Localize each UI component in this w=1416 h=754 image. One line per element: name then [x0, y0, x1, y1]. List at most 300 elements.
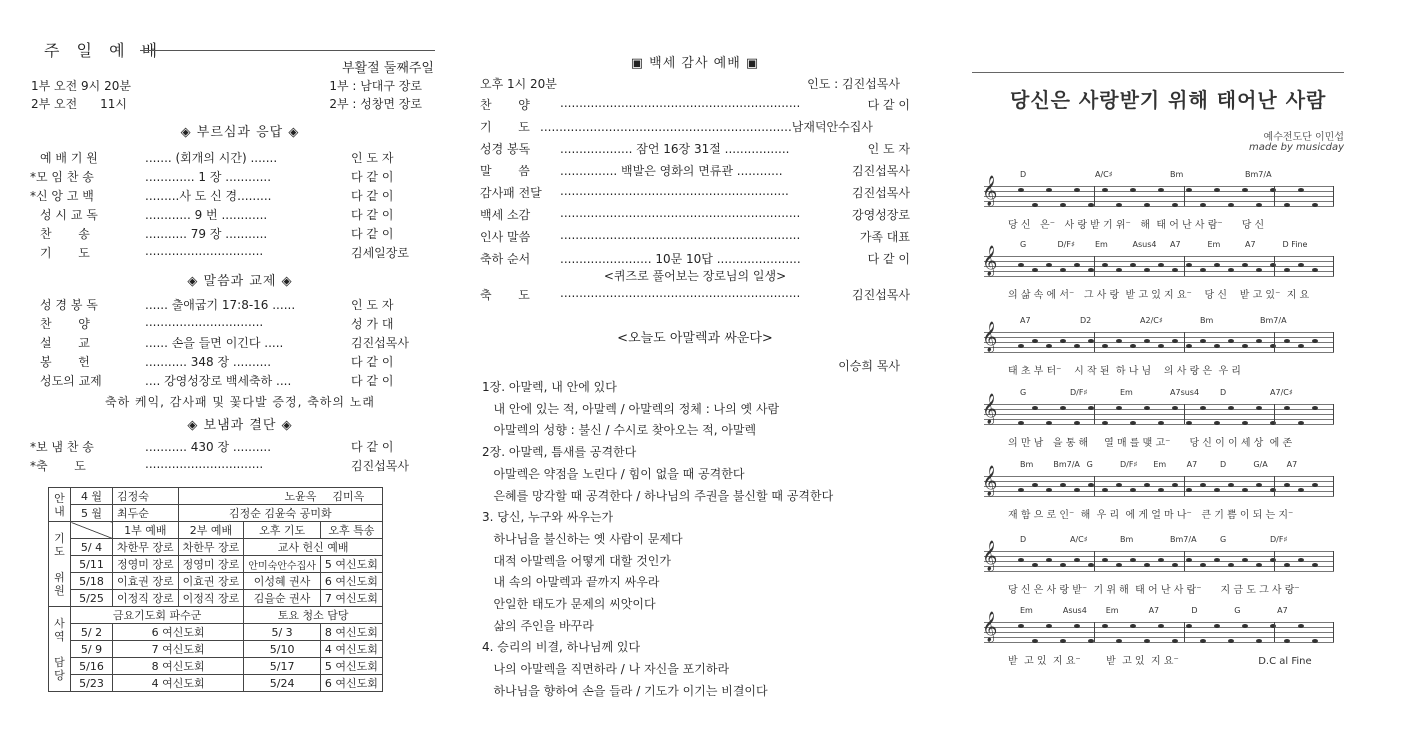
note-icon [1074, 558, 1080, 562]
barline [1094, 622, 1095, 642]
chord-label: Bm7/A [1053, 460, 1080, 469]
note-icon [1046, 344, 1052, 348]
note-icon [1256, 268, 1262, 272]
table-cell: 5/ 9 [71, 641, 113, 658]
note-icon [1270, 558, 1276, 562]
chord-label: A7 [1170, 240, 1181, 249]
note-icon [1242, 558, 1248, 562]
duty-charge-label [49, 607, 71, 692]
order-detail: ............ 9 번 ............ [145, 208, 268, 222]
treble-clef-icon: 𝄞 [982, 246, 998, 276]
service-leader-2: 2부 : 성창면 장로 [329, 97, 422, 111]
note-icon [1214, 558, 1220, 562]
order-leader: 다 같 이 [351, 440, 394, 454]
chord-label: G [1086, 460, 1093, 469]
chord-label: D/F♯ [1057, 240, 1075, 249]
order-leader: 다 같 이 [351, 170, 394, 184]
program-item: 말 씀 [480, 164, 530, 178]
chord-label: A7/C♯ [1270, 388, 1293, 397]
table-cell: 5/10 [244, 641, 321, 658]
order-detail: ............................... [145, 244, 264, 258]
chord-label: Asus4 [1062, 606, 1087, 615]
chord-label: A7sus4 [1170, 388, 1200, 397]
barline [1333, 186, 1334, 206]
note-icon [1116, 203, 1122, 207]
order-leader: 김진섭목사 [351, 459, 409, 473]
staff-line [984, 637, 1334, 638]
order-detail: ........... 348 장 .......... [145, 355, 272, 369]
chord-label: Asus4 [1132, 240, 1157, 249]
note-icon [1172, 203, 1178, 207]
table-cell: 이정직 장로 [178, 590, 244, 607]
sermon-line: 2장. 아말렉, 틈새를 공격한다 [482, 445, 637, 460]
note-icon [1312, 483, 1318, 487]
program-row [480, 228, 910, 246]
treble-clef-icon: 𝄞 [982, 612, 998, 642]
staff-line [984, 201, 1334, 202]
staff-line [984, 571, 1334, 572]
order-leader: 김진섭목사 [351, 336, 409, 350]
note-icon [1032, 406, 1038, 410]
table-row [49, 641, 383, 658]
note-icon [1256, 339, 1262, 343]
note-icon [1158, 624, 1164, 628]
barline [1184, 622, 1185, 642]
note-icon [1144, 639, 1150, 643]
chord-label: G [1220, 535, 1227, 544]
table-cell: 5 여신도회 [320, 556, 382, 573]
note-icon [1186, 558, 1192, 562]
program-detail: ............................................................... [560, 206, 801, 220]
program-detail: ..................................................................남재덕안수집사 [540, 120, 873, 134]
barline [1094, 551, 1095, 571]
sermon-line: 1장. 아말렉, 내 안에 있다 [482, 380, 617, 394]
sermon-line: 대적 아말렉을 어떻게 대할 것인가 [482, 553, 671, 568]
order-leader: 인 도 자 [351, 298, 394, 312]
note-icon [1046, 188, 1052, 192]
order-leader: 다 같 이 [351, 355, 394, 369]
chord-label: D/F♯ [1120, 460, 1138, 469]
note-icon [1144, 483, 1150, 487]
note-icon [1130, 188, 1136, 192]
note-icon [1102, 344, 1108, 348]
note-icon [1032, 268, 1038, 272]
table-cell: 정영미 장로 [113, 556, 179, 573]
table-cell: 5/11 [71, 556, 113, 573]
top-rule [972, 72, 1344, 73]
note-icon [1144, 339, 1150, 343]
note-icon [1298, 263, 1304, 267]
treble-clef-icon: 𝄞 [982, 466, 998, 496]
note-icon [1130, 624, 1136, 628]
order-item: 예 배 기 원 [40, 151, 98, 165]
sermon-line: 삶의 주인을 바꾸라 [482, 618, 594, 633]
staff-line [984, 632, 1334, 633]
table-row [49, 539, 383, 556]
note-icon [1018, 188, 1024, 192]
chord-label: Em [1020, 606, 1033, 615]
chord-label: G/A [1253, 460, 1268, 469]
order-item: 설 교 [40, 336, 90, 350]
table-cell: 정영미 장로 [178, 556, 244, 573]
note-icon [1032, 203, 1038, 207]
staff-line [984, 337, 1334, 338]
staff-line [984, 352, 1334, 353]
program-item: 백세 소감 [480, 208, 531, 222]
table-cell: 4 월 [71, 488, 113, 505]
note-icon [1256, 406, 1262, 410]
note-icon [1186, 344, 1192, 348]
program-leader: 김진섭목사 [852, 288, 910, 302]
table-row [49, 607, 383, 624]
program-detail: ................... 잠언 16장 31절 ................. [560, 142, 790, 156]
note-icon [1256, 563, 1262, 567]
order-item: 성도의 교제 [40, 374, 102, 388]
chord-label: G [1020, 388, 1027, 397]
chord-label: Bm7/A [1170, 535, 1197, 544]
note-icon [1144, 268, 1150, 272]
note-icon [1270, 488, 1276, 492]
order-row [40, 225, 430, 243]
note-icon [1186, 421, 1192, 425]
chord-label: D [1020, 170, 1027, 179]
note-icon [1200, 563, 1206, 567]
note-icon [1158, 421, 1164, 425]
barline [1094, 186, 1095, 206]
guide-label: 안내 [49, 488, 71, 522]
order-detail: ............................... [145, 457, 264, 471]
note-icon [1116, 639, 1122, 643]
program-leader: 다 같 이 [867, 98, 910, 112]
note-icon [1186, 188, 1192, 192]
table-row [49, 658, 383, 675]
note-icon [1116, 563, 1122, 567]
program-row [480, 206, 910, 224]
note-icon [1284, 563, 1290, 567]
section-heading-calling: ◈ 부르심과 응답 ◈ [180, 125, 300, 140]
staff-line [984, 496, 1334, 497]
barline [1274, 551, 1275, 571]
barline [1184, 256, 1185, 276]
table-cell: 5/ 4 [71, 539, 113, 556]
note-icon [1214, 421, 1220, 425]
table-row [49, 522, 383, 539]
treble-clef-icon: 𝄞 [982, 541, 998, 571]
table-cell: 안미숙안수집사 [244, 556, 321, 573]
note-icon [1242, 263, 1248, 267]
order-item: *모 임 찬 송 [30, 170, 94, 184]
note-icon [1116, 483, 1122, 487]
chord-label: Bm [1170, 170, 1184, 179]
note-icon [1200, 639, 1206, 643]
note-icon [1312, 339, 1318, 343]
note-icon [1060, 563, 1066, 567]
program-row [480, 140, 910, 158]
note-icon [1172, 268, 1178, 272]
table-cell: 김미옥 [320, 488, 382, 505]
order-row [40, 372, 430, 390]
table-cell: 김을순 권사 [244, 590, 321, 607]
note-icon [1270, 263, 1276, 267]
note-icon [1312, 203, 1318, 207]
table-cell: 5/17 [244, 658, 321, 675]
lyric-line: 받 고 있 지 요⁻ 받 고 있 지 요⁻ D.C al Fine [1008, 656, 1312, 667]
note-icon [1032, 483, 1038, 487]
table-cell: 노윤옥 [178, 488, 320, 505]
barline [1274, 476, 1275, 496]
note-icon [1158, 188, 1164, 192]
chord-label: Em [1153, 460, 1167, 469]
note-icon [1158, 488, 1164, 492]
note-icon [1242, 421, 1248, 425]
note-icon [1270, 188, 1276, 192]
note-icon [1270, 421, 1276, 425]
program-item: 찬 양 [480, 98, 530, 112]
chord-label: A2/C♯ [1140, 316, 1163, 325]
order-item: 성 시 교 독 [40, 208, 98, 222]
table-row [49, 488, 383, 505]
table-row [49, 590, 383, 607]
note-icon [1228, 563, 1234, 567]
lyric-line: 당 신 은 사 랑 받⁻ 기 위 해 태 어 난 사 람⁻ 지 금 도 그 사 랑⁻ [1008, 585, 1300, 596]
order-detail: .........사 도 신 경......... [145, 189, 272, 203]
note-icon [1144, 203, 1150, 207]
song-arranger: made by musicday [1249, 142, 1344, 153]
staff-line [984, 481, 1334, 482]
note-icon [1298, 421, 1304, 425]
note-icon [1018, 558, 1024, 562]
barline [1274, 404, 1275, 424]
staff-line [984, 556, 1334, 557]
note-icon [1172, 406, 1178, 410]
sermon-line: 3. 당신, 누구와 싸우는가 [482, 510, 614, 525]
sermon-title: <오늘도 아말렉과 싸운다> [617, 331, 773, 346]
order-leader: 인 도 자 [351, 151, 394, 165]
order-leader: 다 같 이 [351, 189, 394, 203]
chord-label: A7 [1186, 460, 1198, 469]
staff-line [984, 404, 1334, 405]
table-cell: 6 여신도회 [320, 675, 382, 692]
table-header: 오후 특송 [320, 522, 382, 539]
table-header: 금요기도회 파수군 [71, 607, 244, 624]
table-cell: 김정순 김윤숙 공미화 [178, 505, 382, 522]
note-icon [1144, 563, 1150, 567]
note-icon [1060, 639, 1066, 643]
note-icon [1256, 639, 1262, 643]
prayer-committee-label [49, 522, 71, 607]
note-icon [1228, 203, 1234, 207]
order-leader: 다 같 이 [351, 208, 394, 222]
diagonal-cell [71, 522, 113, 539]
centennial-time: 오후 1시 20분 [480, 77, 557, 91]
table-header: 오후 기도 [244, 522, 321, 539]
chord-label: A7 [1148, 606, 1160, 615]
table-cell: 4 여신도회 [113, 675, 244, 692]
order-row [40, 206, 430, 224]
worship-order-column [0, 0, 450, 754]
note-icon [1060, 483, 1066, 487]
note-icon [1158, 558, 1164, 562]
note-icon [1214, 624, 1220, 628]
lyric-line: 태 초 부 터⁻ 시 작 된 하 나 님 의 사 랑 은 우 리 [1008, 366, 1241, 377]
music-staff [982, 612, 1334, 648]
centennial-service-column [470, 0, 930, 754]
sermon-line: 4. 승리의 비결, 하나님께 있다 [482, 640, 641, 655]
table-cell: 8 여신도회 [113, 658, 244, 675]
note-icon [1018, 421, 1024, 425]
table-cell: 5/16 [71, 658, 113, 675]
note-icon [1158, 344, 1164, 348]
table-row [49, 573, 383, 590]
program-leader: 가족 대표 [859, 230, 910, 244]
barline [1094, 256, 1095, 276]
note-icon [1228, 639, 1234, 643]
order-detail: ............................... [145, 315, 264, 329]
chord-label: G [1020, 240, 1027, 249]
table-cell: 7 여신도회 [320, 590, 382, 607]
note-icon [1032, 563, 1038, 567]
program-leader: 인 도 자 [867, 142, 910, 156]
order-row [30, 168, 430, 186]
table-cell: 김정숙 [113, 488, 179, 505]
staff-line [984, 414, 1334, 415]
chord-label: A7 [1286, 460, 1298, 469]
order-detail: ........... 430 장 .......... [145, 440, 272, 454]
barline [1274, 622, 1275, 642]
note-icon [1060, 203, 1066, 207]
program-detail: ............................................................... [560, 96, 801, 110]
barline [1184, 332, 1185, 352]
staff-line [984, 476, 1334, 477]
chord-label: Bm7/A [1245, 170, 1272, 179]
chord-label: A/C♯ [1095, 170, 1113, 179]
barline [1333, 551, 1334, 571]
note-icon [1060, 339, 1066, 343]
program-item: 기 도 [480, 120, 530, 134]
sermon-line: 하나님을 향하여 손을 들라 / 기도가 이기는 비결이다 [482, 683, 768, 698]
note-icon [1270, 624, 1276, 628]
note-icon [1214, 488, 1220, 492]
note-icon [1046, 558, 1052, 562]
table-cell: 5/23 [71, 675, 113, 692]
note-icon [1102, 421, 1108, 425]
note-icon [1228, 268, 1234, 272]
note-icon [1172, 483, 1178, 487]
table-header: 1부 예배 [113, 522, 179, 539]
note-icon [1312, 563, 1318, 567]
note-icon [1046, 421, 1052, 425]
order-row [40, 334, 430, 352]
staff-line [984, 622, 1334, 623]
treble-clef-icon: 𝄞 [982, 176, 998, 206]
page-title: 주 일 예 배 [44, 41, 164, 60]
program-detail: ............................................................ [560, 184, 789, 198]
note-icon [1130, 488, 1136, 492]
barline [1333, 256, 1334, 276]
staff-line [984, 332, 1334, 333]
note-icon [1032, 339, 1038, 343]
centennial-title: ▣ 백세 감사 예배 ▣ [630, 56, 760, 71]
table-cell: 5 월 [71, 505, 113, 522]
note-icon [1214, 263, 1220, 267]
music-staff [982, 541, 1334, 577]
order-item: 기 도 [40, 246, 90, 260]
note-icon [1060, 406, 1066, 410]
chord-label: A7 [1020, 316, 1031, 325]
barline [1333, 476, 1334, 496]
table-cell: 5/ 3 [244, 624, 321, 641]
note-icon [1228, 406, 1234, 410]
order-item: 성 경 봉 독 [40, 298, 98, 312]
order-detail: ............. 1 장 ............ [145, 170, 272, 184]
order-row [40, 315, 430, 333]
chord-label: D2 [1080, 316, 1092, 325]
note-icon [1284, 268, 1290, 272]
order-row [40, 244, 430, 262]
music-staff [982, 322, 1334, 358]
program-item: 성경 봉독 [480, 142, 531, 156]
table-cell: 최두순 [113, 505, 179, 522]
duty-label: 사역 [54, 616, 65, 643]
note-icon [1200, 406, 1206, 410]
table-cell: 5/18 [71, 573, 113, 590]
note-icon [1116, 406, 1122, 410]
barline [1094, 404, 1095, 424]
table-cell: 이성혜 권사 [244, 573, 321, 590]
note-icon [1060, 268, 1066, 272]
program-row [480, 250, 910, 268]
note-icon [1228, 339, 1234, 343]
order-item: 찬 양 [40, 317, 90, 331]
note-icon [1200, 339, 1206, 343]
lyric-line: 당 신 은⁻ 사 랑 받 기 위⁻ 해 태 어 난 사 람⁻ 당 신 [1008, 220, 1265, 231]
order-row [40, 296, 430, 314]
note-icon [1242, 488, 1248, 492]
note-icon [1186, 624, 1192, 628]
note-icon [1130, 421, 1136, 425]
treble-clef-icon: 𝄞 [982, 394, 998, 424]
service-leader-1: 1부 : 남대구 장로 [329, 79, 422, 93]
note-icon [1256, 483, 1262, 487]
note-icon [1144, 406, 1150, 410]
table-row [49, 624, 383, 641]
centennial-leader: 인도 : 김진섭목사 [807, 77, 900, 91]
sermon-line: 안일한 태도가 문제의 씨앗이다 [482, 597, 656, 611]
chord-label: D/F♯ [1070, 388, 1088, 397]
sermon-line: 하나님을 불신하는 옛 사람이 문제다 [482, 531, 683, 546]
sermon-line: 내 속의 아말렉과 끝까지 싸우라 [482, 575, 660, 590]
order-row [30, 457, 430, 475]
table-cell: 6 여신도회 [320, 573, 382, 590]
table-cell: 5/24 [244, 675, 321, 692]
program-row [480, 286, 910, 304]
note-icon [1186, 488, 1192, 492]
program-item: 축 도 [480, 288, 530, 302]
table-cell: 차한무 장로 [113, 539, 179, 556]
order-item: 봉 헌 [40, 355, 90, 369]
note-icon [1284, 203, 1290, 207]
table-header: 2부 예배 [178, 522, 244, 539]
prayer-label: 기도 [54, 531, 65, 558]
section-heading-sending: ◈ 보냄과 결단 ◈ [187, 418, 293, 433]
order-leader: 성 가 대 [351, 317, 394, 331]
staff-line [984, 186, 1334, 187]
note-icon [1116, 339, 1122, 343]
chord-label: Em [1095, 240, 1108, 249]
note-icon [1242, 344, 1248, 348]
program-leader: 김진섭목사 [852, 164, 910, 178]
note-icon [1074, 344, 1080, 348]
